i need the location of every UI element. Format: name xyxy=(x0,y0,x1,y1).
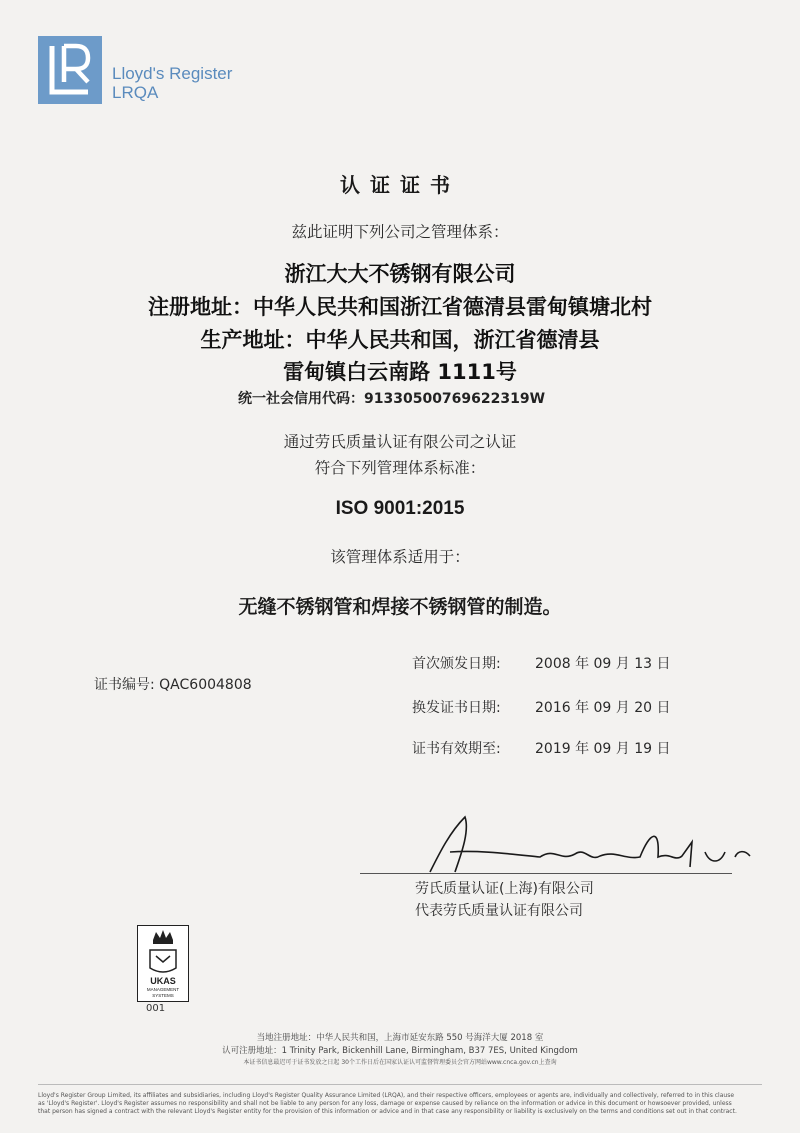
signature-icon xyxy=(420,812,760,882)
signature-line xyxy=(360,873,732,874)
footer-divider xyxy=(38,1084,762,1085)
disclaimer-line-2: as 'Lloyd's Register'. Lloyd's Register assumes no responsibility and shall not be liable to any person for any loss, damage or expense caused by reliance on the information or advice in this document or howsoever provided, unless xyxy=(38,1100,732,1107)
ukas-word: UKAS xyxy=(150,976,176,986)
first-issue-label: 首次颁发日期: xyxy=(412,656,501,672)
local-registered-address: 当地注册地址：中华人民共和国，上海市延安东路 550 号海洋大厦 2018 室 xyxy=(256,1033,544,1043)
ukas-management: MANAGEMENT xyxy=(146,987,180,992)
expiry-label: 证书有效期至: xyxy=(412,741,501,757)
scope-intro: 该管理体系适用于： xyxy=(330,548,470,566)
lr-logo-mark xyxy=(38,36,102,104)
verification-note: 本证书信息最迟可于证书发放之日起 30个工作日后在国家认证认可监督管理委员会官方网站www.cnca.gov.cn上查询 xyxy=(243,1059,557,1066)
production-address-1: 生产地址：中华人民共和国，浙江省德清县 xyxy=(200,328,600,352)
intro-text: 兹此证明下列公司之管理体系： xyxy=(291,223,509,241)
expiry-date: 2019 年 09 月 19 日 xyxy=(535,741,671,757)
issuer-line-1: 劳氏质量认证(上海)有限公司 xyxy=(415,881,594,897)
production-address-2: 雷甸镇白云南路 1111号 xyxy=(283,360,517,384)
registered-address: 注册地址：中华人民共和国浙江省德清县雷甸镇塘北村 xyxy=(148,295,652,319)
ukas-systems: SYSTEMS xyxy=(152,993,174,998)
logo-line-1: Lloyd's Register xyxy=(112,64,233,83)
logo-line-2: LRQA xyxy=(112,83,159,102)
iso-standard: ISO 9001:2015 xyxy=(335,498,465,519)
ukas-crown-icon xyxy=(138,926,188,1001)
accredited-registered-address: 认可注册地址：1 Trinity Park, Bickenhill Lane, Birmingham, B37 7ES, United Kingdom xyxy=(222,1046,578,1056)
approval-line-2: 符合下列管理体系标准： xyxy=(314,459,486,477)
reissue-label: 换发证书日期: xyxy=(412,700,501,716)
ukas-badge xyxy=(137,925,189,1002)
disclaimer-line-1: Lloyd's Register Group Limited, its affiliates and subsidiaries, including Lloyd's Register Quality Assurance Limited (LRQA), and their respective officers, employees or agents are, individually and collectively, referred to in this clause xyxy=(38,1092,735,1099)
lr-logo-text xyxy=(112,64,232,102)
ukas-number: 001 xyxy=(146,1003,166,1014)
first-issue-date: 2008 年 09 月 13 日 xyxy=(535,656,671,672)
company-name: 浙江大大不锈钢有限公司 xyxy=(284,262,516,286)
disclaimer-line-3: that person has signed a contract with the relevant Lloyd's Register entity for the provision of this information or advice and in that case any responsibility or liability is exclusively on the terms and conditions set out in that contract. xyxy=(38,1108,737,1115)
reissue-date: 2016 年 09 月 20 日 xyxy=(535,700,671,716)
credit-code: 统一社会信用代码：91330500769622319W xyxy=(238,391,546,407)
certification-scope: 无缝不锈钢管和焊接不锈钢管的制造。 xyxy=(238,596,562,618)
certificate-title: 认证证书 xyxy=(340,173,460,197)
approval-line-1: 通过劳氏质量认证有限公司之认证 xyxy=(283,433,517,451)
issuer-line-2: 代表劳氏质量认证有限公司 xyxy=(415,903,583,919)
lr-logo-icon xyxy=(38,36,102,104)
certificate-number: 证书编号: QAC6004808 xyxy=(94,677,252,693)
